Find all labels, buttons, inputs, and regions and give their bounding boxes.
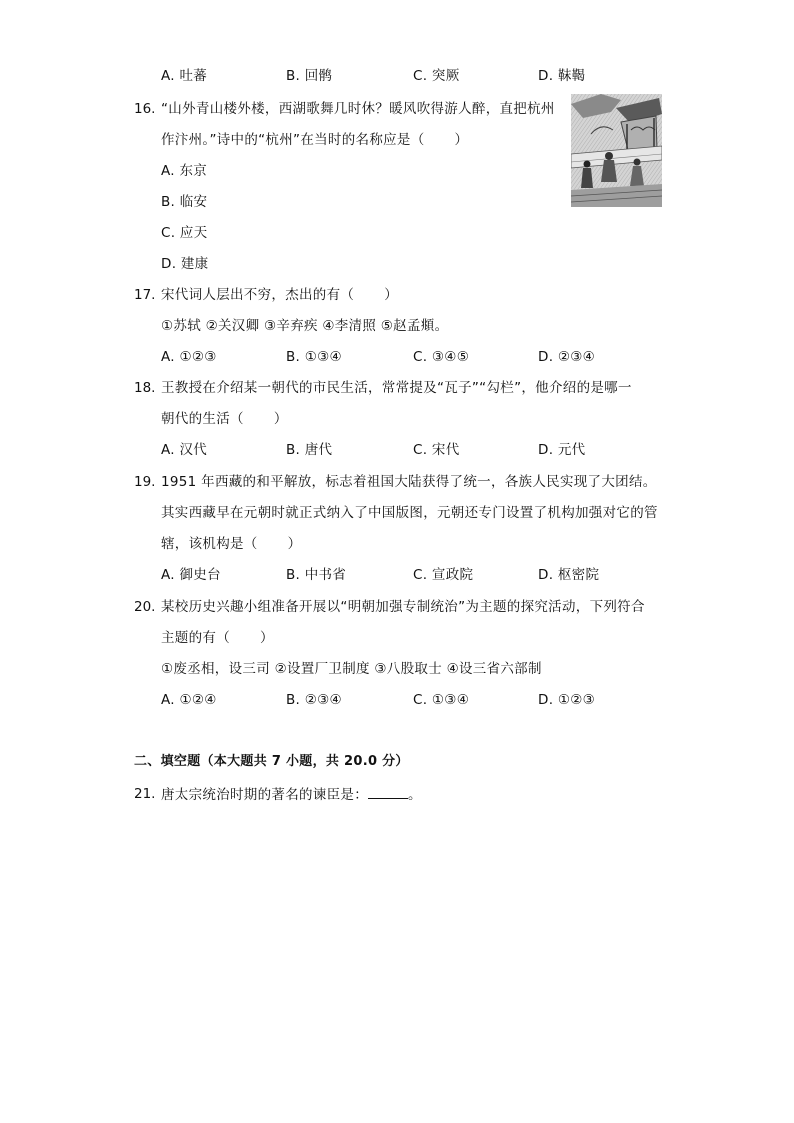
q15-option-a[interactable]: A. 吐蕃 <box>161 68 208 84</box>
q18-stem-line2: 朝代的生活（ ） <box>161 411 288 427</box>
q17-options <box>161 347 621 367</box>
q16-option-d[interactable]: D. 建康 <box>161 256 209 272</box>
q17-items: ①苏轼 ②关汉卿 ③辛弃疾 ④李清照 ⑤赵孟頫。 <box>161 318 449 334</box>
q17-stem: 宋代词人层出不穷，杰出的有（ ） <box>161 287 399 303</box>
q20-items: ①废丞相，设三司 ②设置厂卫制度 ③八股取士 ④设三省六部制 <box>161 661 542 677</box>
q18-options <box>161 440 621 460</box>
question-number: 20. <box>134 599 156 615</box>
q16-option-a[interactable]: A. 东京 <box>161 163 208 179</box>
q16-stem-line1: “山外青山楼外楼，西湖歌舞几时休？暖风吹得游人醉，直把杭州 <box>161 101 555 117</box>
q19-option-d[interactable]: D. 枢密院 <box>538 567 600 583</box>
question-number: 16. <box>134 101 156 117</box>
q15-option-b[interactable]: B. 回鹘 <box>286 68 333 84</box>
q18-option-d[interactable]: D. 元代 <box>538 442 586 458</box>
q16-option-c[interactable]: C. 应天 <box>161 225 208 241</box>
q17-option-d[interactable]: D. ②③④ <box>538 349 596 365</box>
q20-stem-line2: 主题的有（ ） <box>161 630 274 646</box>
q19-option-c[interactable]: C. 宣政院 <box>413 567 474 583</box>
question-number: 17. <box>134 287 156 303</box>
q21-stem: 唐太宗统治时期的著名的谏臣是： 。 <box>161 784 422 805</box>
q20-options <box>161 690 621 710</box>
q20-option-d[interactable]: D. ①②③ <box>538 692 596 708</box>
q19-stem-line3: 辖，该机构是（ ） <box>161 536 302 552</box>
q18-option-a[interactable]: A. 汉代 <box>161 442 208 458</box>
q20-stem-line1: 某校历史兴趣小组准备开展以“明朝加强专制统治”为主题的探究活动，下列符合 <box>161 599 645 615</box>
q20-option-a[interactable]: A. ①②④ <box>161 692 217 708</box>
q16-option-b[interactable]: B. 临安 <box>161 194 208 210</box>
q19-stem-line1: 1951 年西藏的和平解放，标志着祖国大陆获得了统一，各族人民实现了大团结。 <box>161 474 657 490</box>
q17-option-c[interactable]: C. ③④⑤ <box>413 349 470 365</box>
q18-stem-line1: 王教授在介绍某一朝代的市民生活，常常提及“瓦子”“勾栏”，他介绍的是哪一 <box>161 380 632 396</box>
q16-stem-line2: 作汴州。”诗中的“杭州”在当时的名称应是（ ） <box>161 132 469 148</box>
q20-option-c[interactable]: C. ①③④ <box>413 692 470 708</box>
q19-stem-line2: 其实西藏早在元朝时就正式纳入了中国版图，元朝还专门设置了机构加强对它的管 <box>161 505 658 521</box>
section-heading: 二、填空题（本大题共 7 小题，共 20.0 分） <box>134 754 409 769</box>
q17-option-a[interactable]: A. ①②③ <box>161 349 217 365</box>
q18-option-c[interactable]: C. 宋代 <box>413 442 460 458</box>
q15-option-c[interactable]: C. 突厥 <box>413 68 460 84</box>
q20-option-b[interactable]: B. ②③④ <box>286 692 342 708</box>
q19-option-b[interactable]: B. 中书省 <box>286 567 347 583</box>
question-number: 18. <box>134 380 156 396</box>
question-number: 21. <box>134 786 156 802</box>
q15-option-d[interactable]: D. 靺鞨 <box>538 68 586 84</box>
q19-option-a[interactable]: A. 御史台 <box>161 567 221 583</box>
q17-option-b[interactable]: B. ①③④ <box>286 349 342 365</box>
question-number: 19. <box>134 474 156 490</box>
q18-option-b[interactable]: B. 唐代 <box>286 442 333 458</box>
answer-blank[interactable] <box>368 784 408 799</box>
q15-options <box>161 66 621 86</box>
song-dynasty-illustration <box>571 94 662 207</box>
q19-options <box>161 565 621 585</box>
